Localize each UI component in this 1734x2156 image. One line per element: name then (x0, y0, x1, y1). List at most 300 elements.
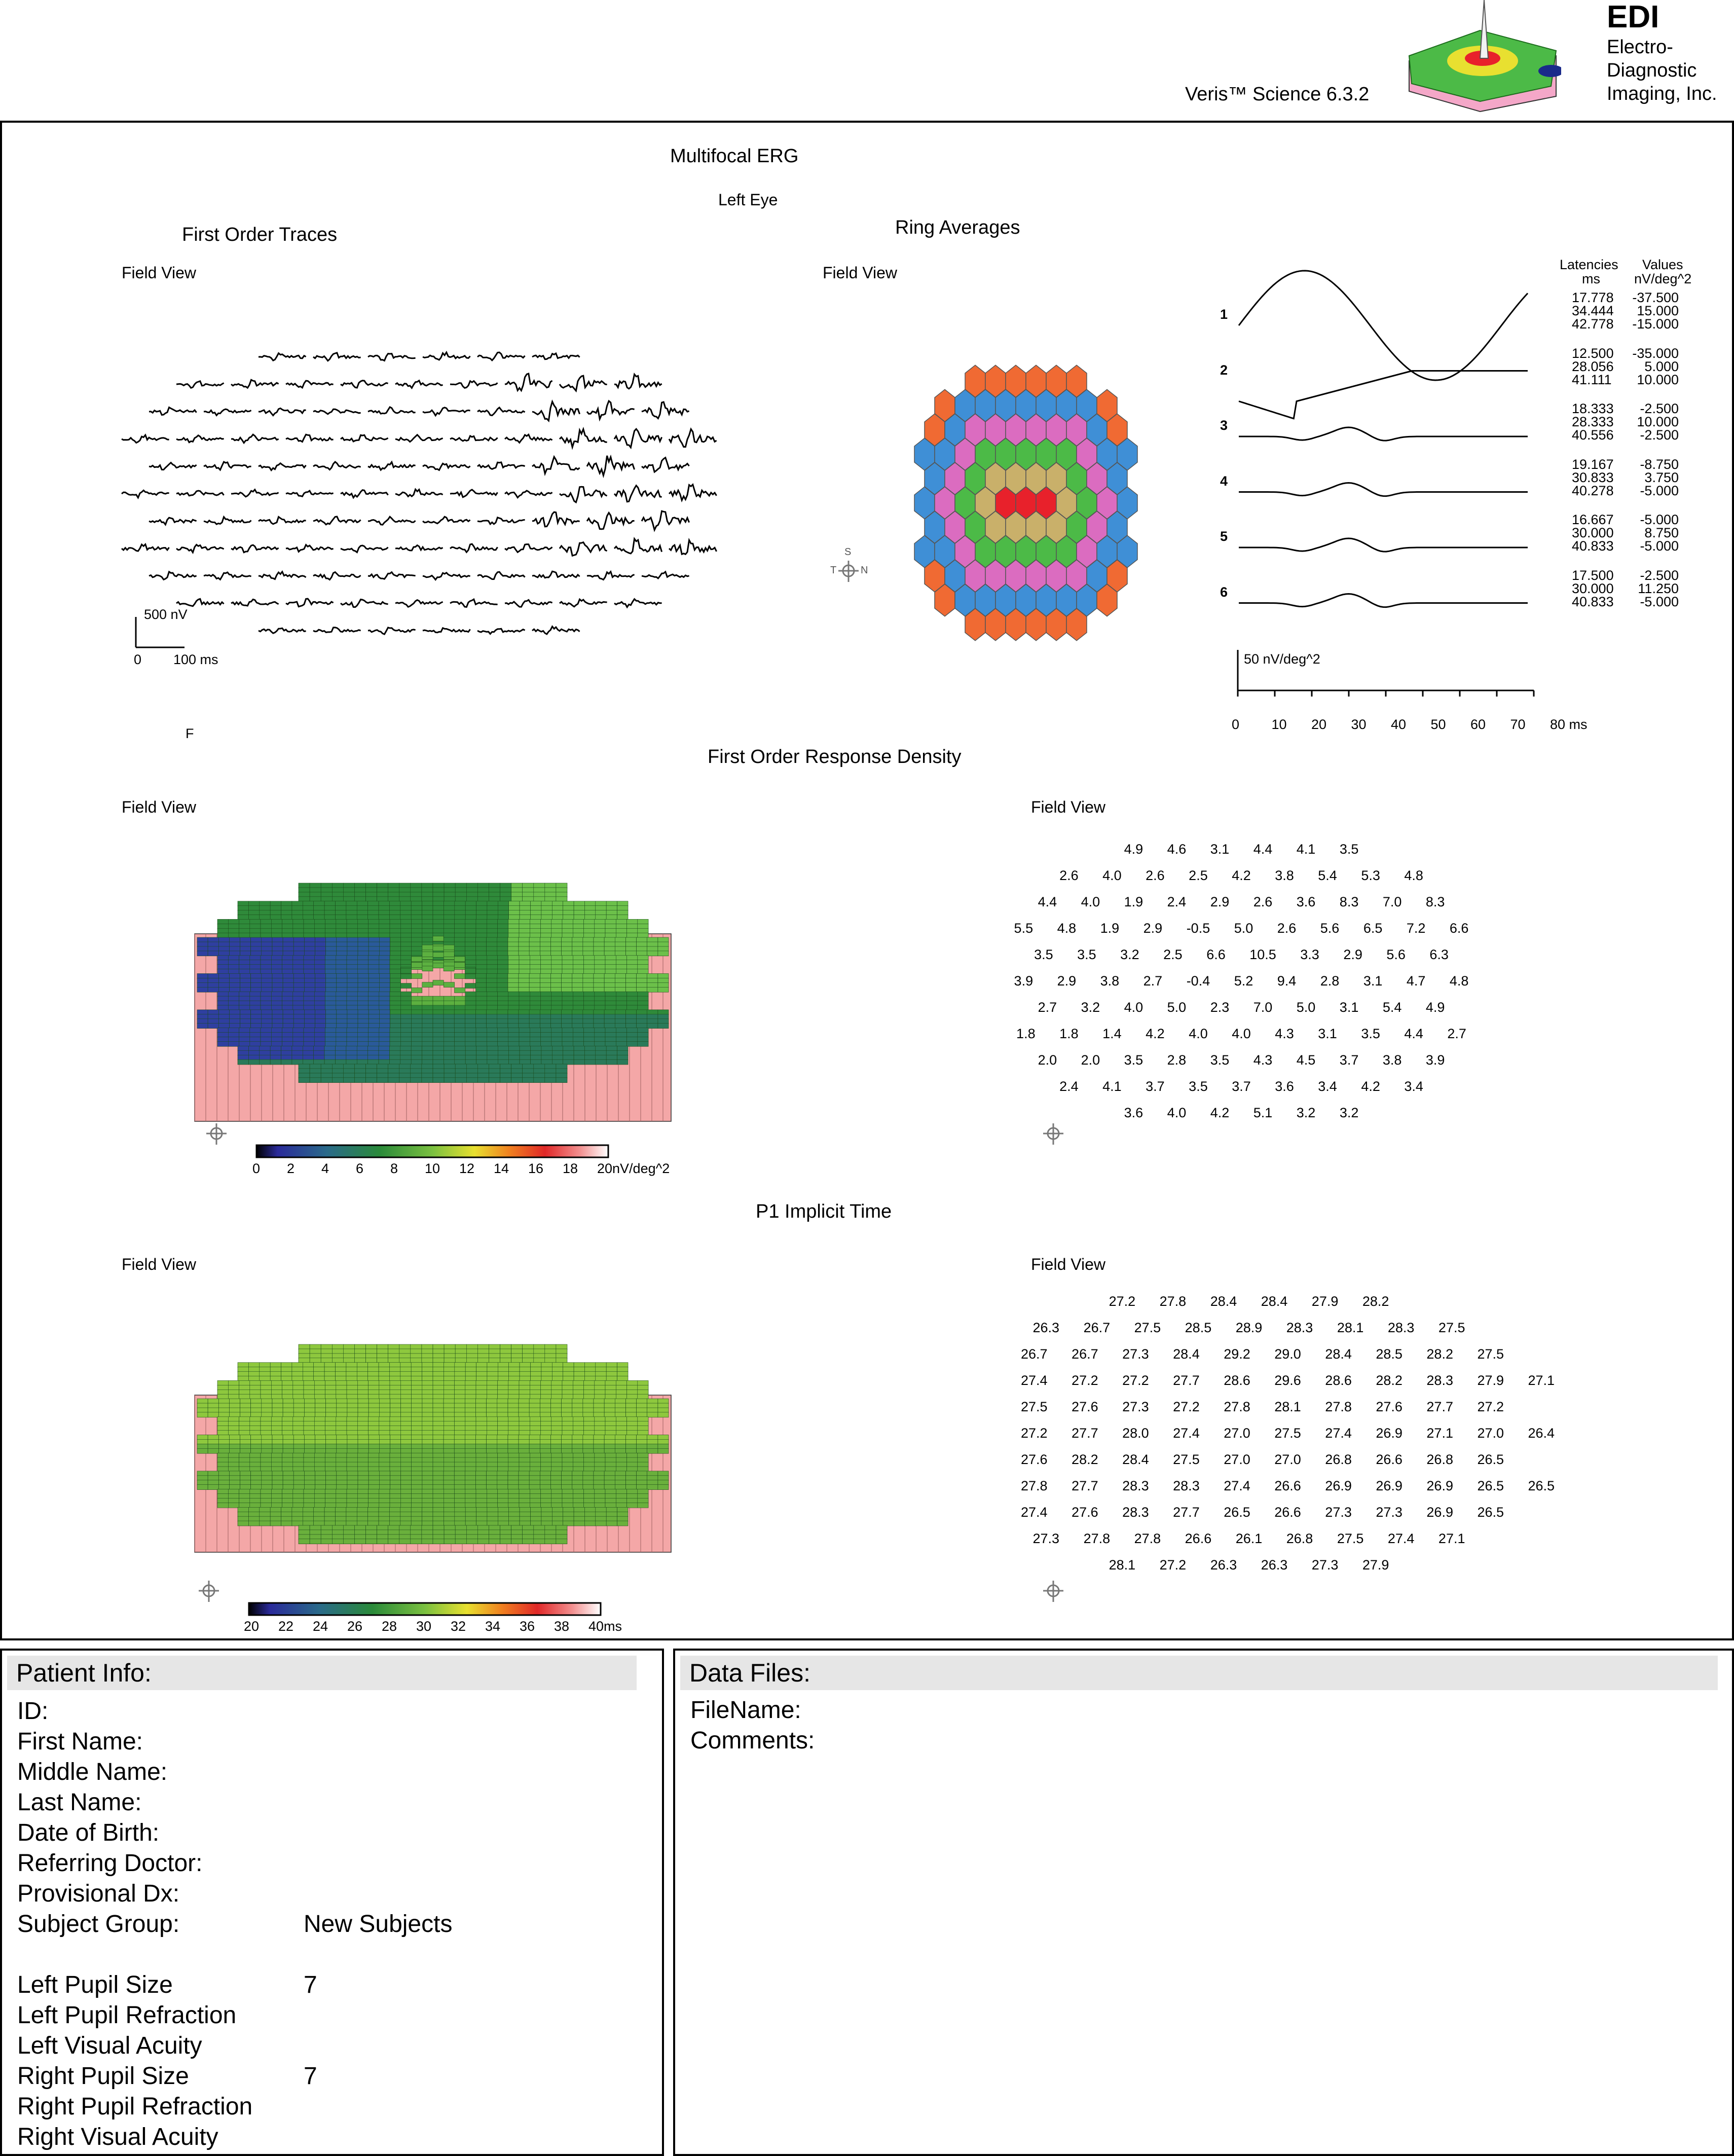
surface-cell (321, 1064, 332, 1069)
surface-cell (433, 901, 444, 906)
surface-cell (422, 1431, 433, 1436)
surface-cell (422, 1467, 433, 1472)
surface-cell (293, 1412, 304, 1417)
surface-cell (541, 928, 551, 933)
surface-cell (347, 960, 357, 965)
surface-cell (519, 1471, 529, 1476)
surface-cell (260, 906, 270, 911)
patient-field-label: Middle Name: (17, 1759, 168, 1785)
surface-cell (519, 978, 529, 983)
surface-cell (217, 928, 228, 933)
surface-cell (358, 942, 368, 947)
surface-cell (541, 1005, 551, 1010)
surface-cell (379, 901, 389, 906)
surface-cell (314, 928, 325, 933)
surface-cell (529, 1448, 540, 1453)
surface-cell (304, 1005, 314, 1010)
surface-cell (358, 1485, 368, 1490)
surface-cell (498, 1055, 508, 1060)
surface-cell (399, 1344, 411, 1349)
surface-cell (271, 992, 282, 997)
surface-cell (487, 1462, 497, 1467)
surface-cell (647, 978, 658, 983)
surface-cell (556, 1530, 567, 1535)
surface-cell (562, 1485, 572, 1490)
surface-cell (523, 1525, 534, 1530)
surface-cell (616, 1028, 626, 1033)
surface-cell (354, 1078, 365, 1083)
surface-cell (208, 1408, 218, 1413)
trace-line (368, 628, 416, 634)
surface-cell (303, 1050, 313, 1055)
surface-cell (551, 978, 562, 983)
surface-cell (282, 960, 293, 965)
surface-cell (379, 1457, 390, 1463)
surface-cell (248, 1376, 259, 1381)
surface-cell (324, 901, 335, 906)
surface-cell (292, 1376, 303, 1381)
surface-cell (240, 942, 251, 947)
surface-cell (444, 945, 454, 950)
surface-cell (368, 965, 379, 970)
surface-cell (281, 1516, 292, 1521)
surface-cell (271, 919, 282, 924)
surface-cell (615, 1019, 625, 1024)
surface-cell (573, 956, 583, 961)
ring-value: -2.500 (1640, 401, 1679, 416)
surface-cell (541, 915, 552, 920)
surface-cell (282, 928, 293, 933)
surface-cell (271, 1462, 282, 1467)
surface-cell (605, 1028, 616, 1033)
surface-cell (487, 942, 497, 947)
surface-cell (615, 951, 625, 956)
surface-cell (321, 892, 332, 897)
surface-cell (465, 1431, 476, 1436)
surface-cell (262, 1485, 272, 1490)
surface-cell (379, 1503, 390, 1508)
surface-cell (498, 960, 508, 965)
surface-cell (368, 919, 379, 924)
surface-cell (519, 1417, 530, 1422)
surface-cell (261, 1041, 271, 1046)
surface-cell (605, 1494, 616, 1499)
surface-cell (444, 982, 454, 988)
surface-cell (519, 1421, 530, 1427)
surface-cell (240, 937, 251, 942)
surface-cell (379, 1521, 389, 1526)
surface-cell (282, 1503, 293, 1508)
surface-cell (444, 919, 454, 924)
surface-cell (444, 1516, 454, 1521)
surface-cell (377, 1525, 388, 1530)
surface-cell (497, 1408, 508, 1413)
surface-cell (530, 1385, 540, 1390)
surface-cell (337, 1485, 347, 1490)
surface-cell (411, 915, 422, 920)
surface-cell (519, 1453, 530, 1458)
surface-cell (476, 1403, 487, 1408)
surface-cell (272, 978, 283, 983)
surface-cell (617, 906, 628, 911)
surface-cell (616, 956, 626, 961)
surface-cell (261, 1385, 271, 1390)
surface-cell (477, 892, 489, 897)
surface-cell (304, 1019, 315, 1024)
surface-cell (315, 978, 326, 983)
surface-cell (238, 1521, 248, 1526)
surface-cell (595, 996, 605, 1001)
surface-cell (412, 1024, 422, 1029)
surface-cell (400, 996, 411, 1001)
surface-cell (476, 1439, 487, 1444)
surface-cell (596, 1521, 606, 1526)
surface-cell (530, 1394, 540, 1399)
surface-cell (647, 1408, 658, 1413)
surface-cell (251, 1403, 262, 1408)
surface-cell (412, 1476, 422, 1481)
surface-cell (314, 1507, 324, 1512)
surface-cell (637, 982, 647, 988)
surface-cell (638, 1467, 648, 1472)
surface-cell (551, 937, 562, 942)
surface-cell (508, 919, 519, 924)
surface-cell (368, 1476, 379, 1481)
surface-cell (562, 1467, 573, 1472)
surface-cell (541, 924, 551, 929)
surface-cell (562, 1448, 572, 1453)
surface-cell (455, 1037, 465, 1042)
surface-cell (283, 987, 293, 992)
surface-cell (584, 1494, 595, 1499)
surface-cell (530, 1380, 540, 1385)
surface-cell (563, 1363, 574, 1368)
surface-cell (272, 1485, 283, 1490)
surface-cell (368, 1421, 379, 1427)
surface-cell (511, 1078, 523, 1083)
surface-cell (519, 1394, 530, 1399)
colorbar-tick: 26 (347, 1619, 363, 1634)
surface-cell (357, 1001, 368, 1006)
surface-cell (605, 1499, 616, 1504)
surface-cell (455, 1394, 465, 1399)
surface-cell (422, 897, 433, 902)
surface-cell (583, 978, 594, 983)
surface-cell (412, 1010, 422, 1015)
surface-cell (293, 1399, 304, 1404)
surface-cell (476, 1457, 487, 1463)
surface-cell (283, 1439, 293, 1444)
surface-cell (508, 1014, 519, 1019)
surface-cell (562, 1431, 573, 1436)
surface-cell (208, 1448, 218, 1453)
surface-cell (347, 1014, 358, 1019)
surface-cell (422, 1530, 433, 1535)
surface-cell (476, 942, 487, 947)
surface-cell (293, 1435, 304, 1440)
surface-cell (509, 1512, 520, 1517)
surface-cell (208, 1010, 218, 1015)
surface-cell (541, 1363, 552, 1368)
surface-cell (304, 1380, 314, 1385)
trace-line (532, 353, 580, 359)
surface-cell (293, 956, 304, 961)
surface-cell (282, 1417, 293, 1422)
surface-cell (562, 956, 573, 961)
surface-cell (466, 888, 477, 893)
surface-cell (343, 1530, 354, 1535)
surface-cell (595, 1462, 605, 1467)
surface-cell (497, 937, 508, 942)
surface-cell (574, 1376, 584, 1381)
surface-cell (455, 919, 465, 924)
surface-cell (325, 919, 336, 924)
surface-cell (638, 1453, 648, 1458)
surface-cell (321, 1073, 332, 1078)
surface-cell (596, 1059, 606, 1065)
surface-cell (573, 1494, 583, 1499)
surface-cell (584, 1457, 595, 1463)
surface-cell (658, 942, 669, 947)
surface-cell (358, 1408, 368, 1413)
surface-cell (379, 1480, 390, 1485)
surface-cell (508, 1001, 519, 1006)
surface-cell (545, 1349, 556, 1354)
surface-cell (422, 1444, 433, 1449)
surface-cell (343, 1064, 354, 1069)
surface-cell (444, 928, 454, 933)
surface-cell (541, 1426, 551, 1431)
surface-cell (411, 1525, 422, 1530)
surface-cell (250, 1467, 261, 1472)
surface-cell (250, 1453, 261, 1458)
grid-row: 2.6 4.0 2.6 2.5 4.2 3.8 5.4 5.3 4.8 (1059, 868, 1423, 883)
surface-cell (627, 1037, 638, 1042)
surface-cell (218, 1019, 229, 1024)
ring-value: -5.000 (1640, 512, 1679, 527)
surface-cell (228, 919, 239, 924)
surface-cell (240, 1019, 251, 1024)
surface-cell (240, 946, 251, 952)
surface-cell (595, 1503, 605, 1508)
surface-cell (399, 1530, 411, 1535)
surface-cell (551, 1453, 562, 1458)
surface-cell (293, 1024, 304, 1029)
surface-cell (552, 1046, 563, 1051)
surface-cell (379, 942, 390, 947)
surface-cell (562, 1380, 573, 1385)
surface-cell (390, 956, 400, 961)
surface-cell (433, 1471, 444, 1476)
colorbar-tick: 8 (390, 1161, 398, 1176)
surface-cell (489, 1078, 500, 1083)
surface-cell (337, 974, 347, 979)
surface-cell (433, 1431, 444, 1436)
surface-cell (217, 992, 228, 997)
surface-cell (572, 946, 583, 952)
surface-cell (523, 1349, 534, 1354)
surface-cell (444, 1539, 455, 1544)
surface-cell (337, 946, 347, 952)
eye-label: Left Eye (718, 191, 778, 209)
surface-cell (315, 982, 326, 988)
surface-cell (541, 1059, 552, 1065)
surface-cell (229, 946, 240, 952)
field-view-label: Field View (122, 1255, 197, 1273)
surface-cell (240, 1480, 251, 1485)
surface-cell (389, 1521, 400, 1526)
surface-cell (270, 1516, 281, 1521)
surface-cell (283, 1435, 293, 1440)
surface-cell (304, 1499, 314, 1504)
surface-cell (357, 1394, 368, 1399)
surface-cell (262, 1435, 272, 1440)
surface-cell (248, 1372, 259, 1377)
surface-cell (347, 1041, 357, 1046)
surface-cell (455, 1041, 465, 1046)
surface-cell (422, 1037, 433, 1042)
trace-line (122, 544, 169, 551)
surface-cell (368, 1426, 379, 1431)
surface-cell (444, 1480, 454, 1485)
surface-cell (293, 946, 304, 952)
surface-cell (615, 978, 625, 983)
surface-cell (229, 1010, 240, 1015)
surface-cell (508, 1024, 519, 1029)
surface-cell (270, 1363, 281, 1368)
surface-cell (573, 1037, 583, 1042)
surface-cell (508, 992, 519, 997)
surface-cell (562, 942, 572, 947)
surface-cell (498, 919, 508, 924)
surface-cell (551, 1394, 562, 1399)
surface-cell (217, 1385, 228, 1390)
surface-cell (487, 1485, 497, 1490)
patient-field-value: 7 (304, 1971, 317, 1998)
surface-cell (336, 1033, 347, 1038)
surface-cell (626, 1412, 637, 1417)
surface-cell (541, 1394, 551, 1399)
surface-cell (283, 1471, 293, 1476)
surface-cell (433, 1403, 444, 1408)
surface-cell (531, 1372, 541, 1377)
surface-cell (541, 1033, 551, 1038)
surface-cell (562, 1435, 572, 1440)
surface-cell (541, 901, 552, 906)
surface-cell (379, 951, 390, 956)
surface-cell (422, 1033, 433, 1038)
surface-cell (556, 883, 567, 888)
surface-cell (325, 969, 336, 974)
surface-cell (368, 1005, 379, 1010)
surface-cell (574, 906, 584, 911)
surface-cell (304, 956, 314, 961)
surface-cell (572, 1471, 583, 1476)
surface-cell (487, 924, 497, 929)
surface-cell (562, 1462, 573, 1467)
surface-cell (412, 937, 422, 942)
surface-cell (315, 1476, 326, 1481)
surface-cell (422, 892, 433, 897)
surface-cell (572, 978, 583, 983)
surface-cell (260, 1055, 270, 1060)
surface-cell (337, 1019, 347, 1024)
surface-cell (197, 1480, 208, 1485)
surface-cell (444, 996, 454, 1001)
surface-cell (422, 1448, 433, 1453)
logo-line1: Electro- (1607, 36, 1673, 58)
surface-cell (314, 1489, 325, 1494)
surface-cell (541, 1521, 552, 1526)
surface-cell (208, 978, 218, 983)
surface-cell (584, 1380, 595, 1385)
surface-cell (637, 1024, 647, 1029)
surface-cell (346, 1055, 357, 1060)
surface-cell (262, 987, 272, 992)
surface-cell (627, 1041, 638, 1046)
compass-s: S (844, 546, 852, 558)
surface-cell (357, 906, 367, 911)
surface-cell (304, 974, 315, 979)
surface-cell (615, 1014, 625, 1019)
surface-cell (454, 974, 465, 979)
surface-cell (422, 1069, 433, 1074)
surface-cell (523, 1064, 534, 1069)
surface-cell (487, 946, 497, 952)
surface-cell (604, 1476, 615, 1481)
surface-cell (346, 1059, 357, 1065)
surface-cell (617, 1046, 628, 1051)
surface-cell (466, 1073, 477, 1078)
surface-cell (498, 928, 508, 933)
surface-cell (326, 1408, 337, 1413)
surface-cell (594, 982, 604, 988)
surface-cell (347, 1005, 357, 1010)
surface-cell (358, 1019, 368, 1024)
surface-cell (606, 1367, 617, 1372)
trace-line (532, 401, 580, 421)
surface-cell (433, 888, 444, 893)
surface-cell (509, 1059, 520, 1065)
surface-cell (476, 951, 487, 956)
surface-cell (498, 1507, 508, 1512)
surface-cell (326, 987, 337, 992)
surface-cell (379, 1507, 389, 1512)
surface-cell (455, 1534, 466, 1540)
surface-cell (595, 1028, 605, 1033)
surface-cell (534, 1534, 545, 1540)
surface-cell (379, 1476, 390, 1481)
surface-cell (239, 933, 250, 938)
surface-cell (594, 1019, 604, 1024)
surface-cell (583, 1448, 594, 1453)
surface-cell (400, 1037, 411, 1042)
surface-cell (208, 1024, 218, 1029)
surface-cell (293, 1439, 304, 1444)
surface-cell (465, 1516, 476, 1521)
surface-cell (412, 957, 422, 962)
surface-cell (572, 942, 583, 947)
surface-cell (498, 1037, 508, 1042)
grid-row: 2.4 4.1 3.7 3.5 3.7 3.6 3.4 4.2 3.4 (1059, 1079, 1423, 1094)
surface-cell (304, 996, 314, 1001)
surface-cell (357, 1426, 368, 1431)
surface-cell (250, 1462, 261, 1467)
surface-cell (347, 951, 358, 956)
surface-cell (411, 1521, 422, 1526)
surface-cell (412, 1448, 422, 1453)
surface-cell (487, 969, 497, 974)
